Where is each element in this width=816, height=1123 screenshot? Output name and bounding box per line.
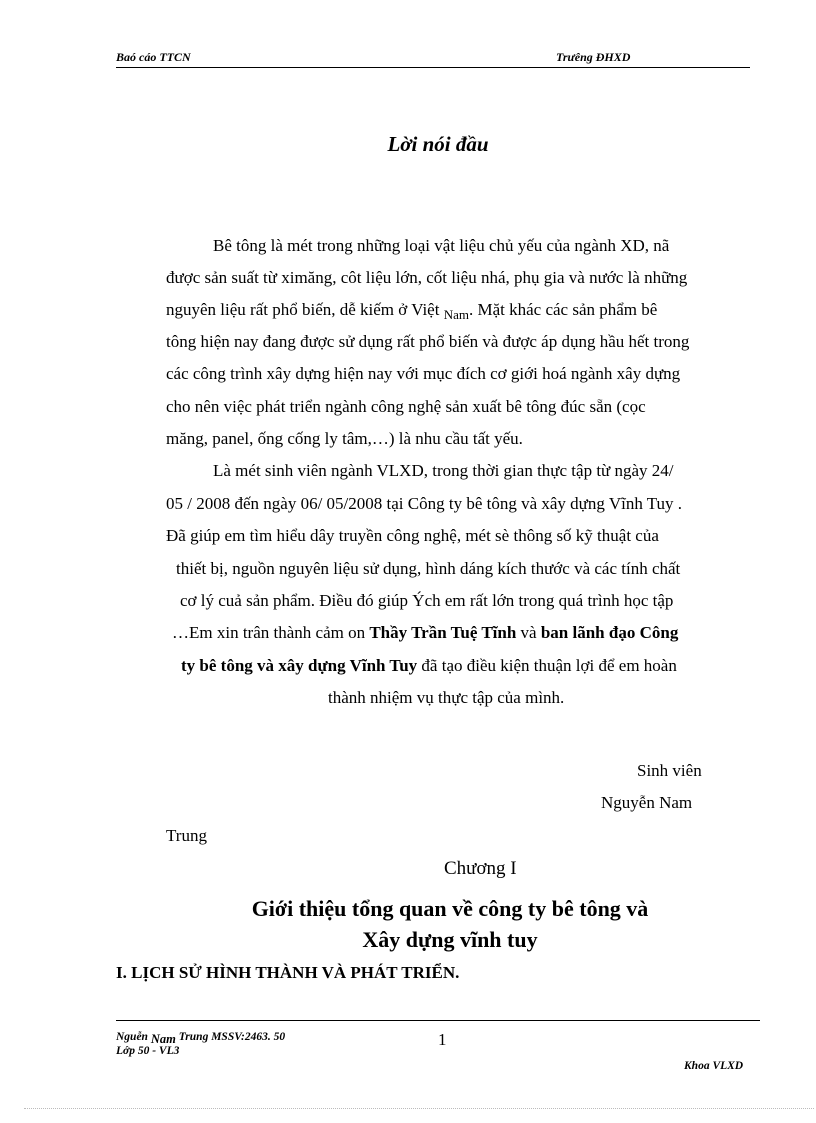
thanks-line-2 xyxy=(181,650,677,682)
chapter-label: Chương I xyxy=(444,858,517,879)
body-line-1: Là mét sinh viên ngành VLXD, trong thời gian thực tập từ ngày 24/ xyxy=(213,461,674,480)
intro-line-3a: nguyên liệu rất phổ biến, dễ kiếm ở Việt xyxy=(166,300,444,319)
footer-author xyxy=(116,1029,285,1044)
footer-faculty: Khoa VLXD xyxy=(684,1060,744,1072)
thanks-org-2: ty bê tông và xây dựng Vĩnh Tuy xyxy=(181,656,418,675)
footer-author-c: Trung MSSV:2463. 50 xyxy=(175,1031,286,1043)
section-heading: I. LỊCH SỬ HÌNH THÀNH VÀ PHÁT TRIỂN. xyxy=(116,963,460,982)
intro-line-6: cho nên việc phát triển ngành công nghệ sản xuất bê tông đúc sẵn (cọc xyxy=(166,397,646,416)
thanks-org-1: ban lãnh đạo Công xyxy=(540,623,679,642)
page-break-line xyxy=(24,1108,814,1109)
chapter-title-line-2: Xây dựng vĩnh tuy xyxy=(362,927,538,952)
page-title: Lời nói đầu xyxy=(387,132,489,156)
signature-role: Sinh viên xyxy=(637,761,702,780)
footer-class: Lớp 50 - VL3 xyxy=(116,1045,180,1057)
footer-author-a: Nguễn xyxy=(116,1031,151,1043)
thanks-line-1 xyxy=(172,617,678,649)
signature-name-cont: Trung xyxy=(166,826,207,845)
body-line-4: thiết bị, nguồn nguyên liệu sử dụng, hình dáng kích thước và các tính chất xyxy=(176,559,681,578)
footer-author-b: Nam xyxy=(150,1032,176,1046)
intro-line-1: Bê tông là mét trong những loại vật liệu chủ yếu của ngành XD, nã xyxy=(213,236,670,255)
chapter-title xyxy=(160,893,740,955)
body-line-3: Đã giúp em tìm hiểu dây truyền công nghệ, mét sè thông số kỹ thuật của xyxy=(166,526,659,545)
thanks-and: và xyxy=(516,623,541,642)
intro-line-4: tông hiện nay đang được sử dụng rất phổ biến và được áp dụng hầu hết trong xyxy=(166,332,690,351)
thanks-line-3: thành nhiệm vụ thực tập của mình. xyxy=(328,688,565,707)
intro-line-3c: . Mặt khác các sản phẩm bê xyxy=(468,300,658,319)
thanks-prefix: …Em xin trân thành cảm on xyxy=(172,623,370,642)
intro-line-3-nam: Nam xyxy=(443,307,469,322)
thanks-rest: đã tạo điều kiện thuận lợi để em hoàn xyxy=(417,656,677,675)
header-rule xyxy=(116,67,750,68)
intro-line-5: các công trình xây dựng hiện nay với mục đích cơ giới hoá ngành xây dựng xyxy=(166,364,681,383)
thanks-teacher: Thầy Trần Tuệ Tĩnh xyxy=(369,623,517,642)
header-left: Baó cáo TTCN xyxy=(116,50,191,64)
body-line-5: cơ lý cuả sản phẩm. Điều đó giúp Ých em rất lớn trong quá trình học tập xyxy=(180,591,674,610)
footer-rule xyxy=(116,1020,760,1021)
chapter-title-line-1: Giới thiệu tổng quan về công ty bê tông và xyxy=(251,896,649,921)
intro-line-3 xyxy=(166,294,657,327)
page-number: 1 xyxy=(438,1030,447,1049)
intro-line-2: được sản suất từ ximăng, côt liệu lớn, cốt liệu nhá, phụ gia và nước là những xyxy=(166,268,688,287)
header-right: Trưêng ĐHXD xyxy=(556,50,631,64)
signature-name: Nguyễn Nam xyxy=(601,793,693,812)
body-line-2: 05 / 2008 đến ngày 06/ 05/2008 tại Công ty bê tông và xây dựng Vĩnh Tuy . xyxy=(166,494,683,513)
intro-line-7: măng, panel, ống cống ly tâm,…) là nhu cầu tất yếu. xyxy=(166,429,523,448)
